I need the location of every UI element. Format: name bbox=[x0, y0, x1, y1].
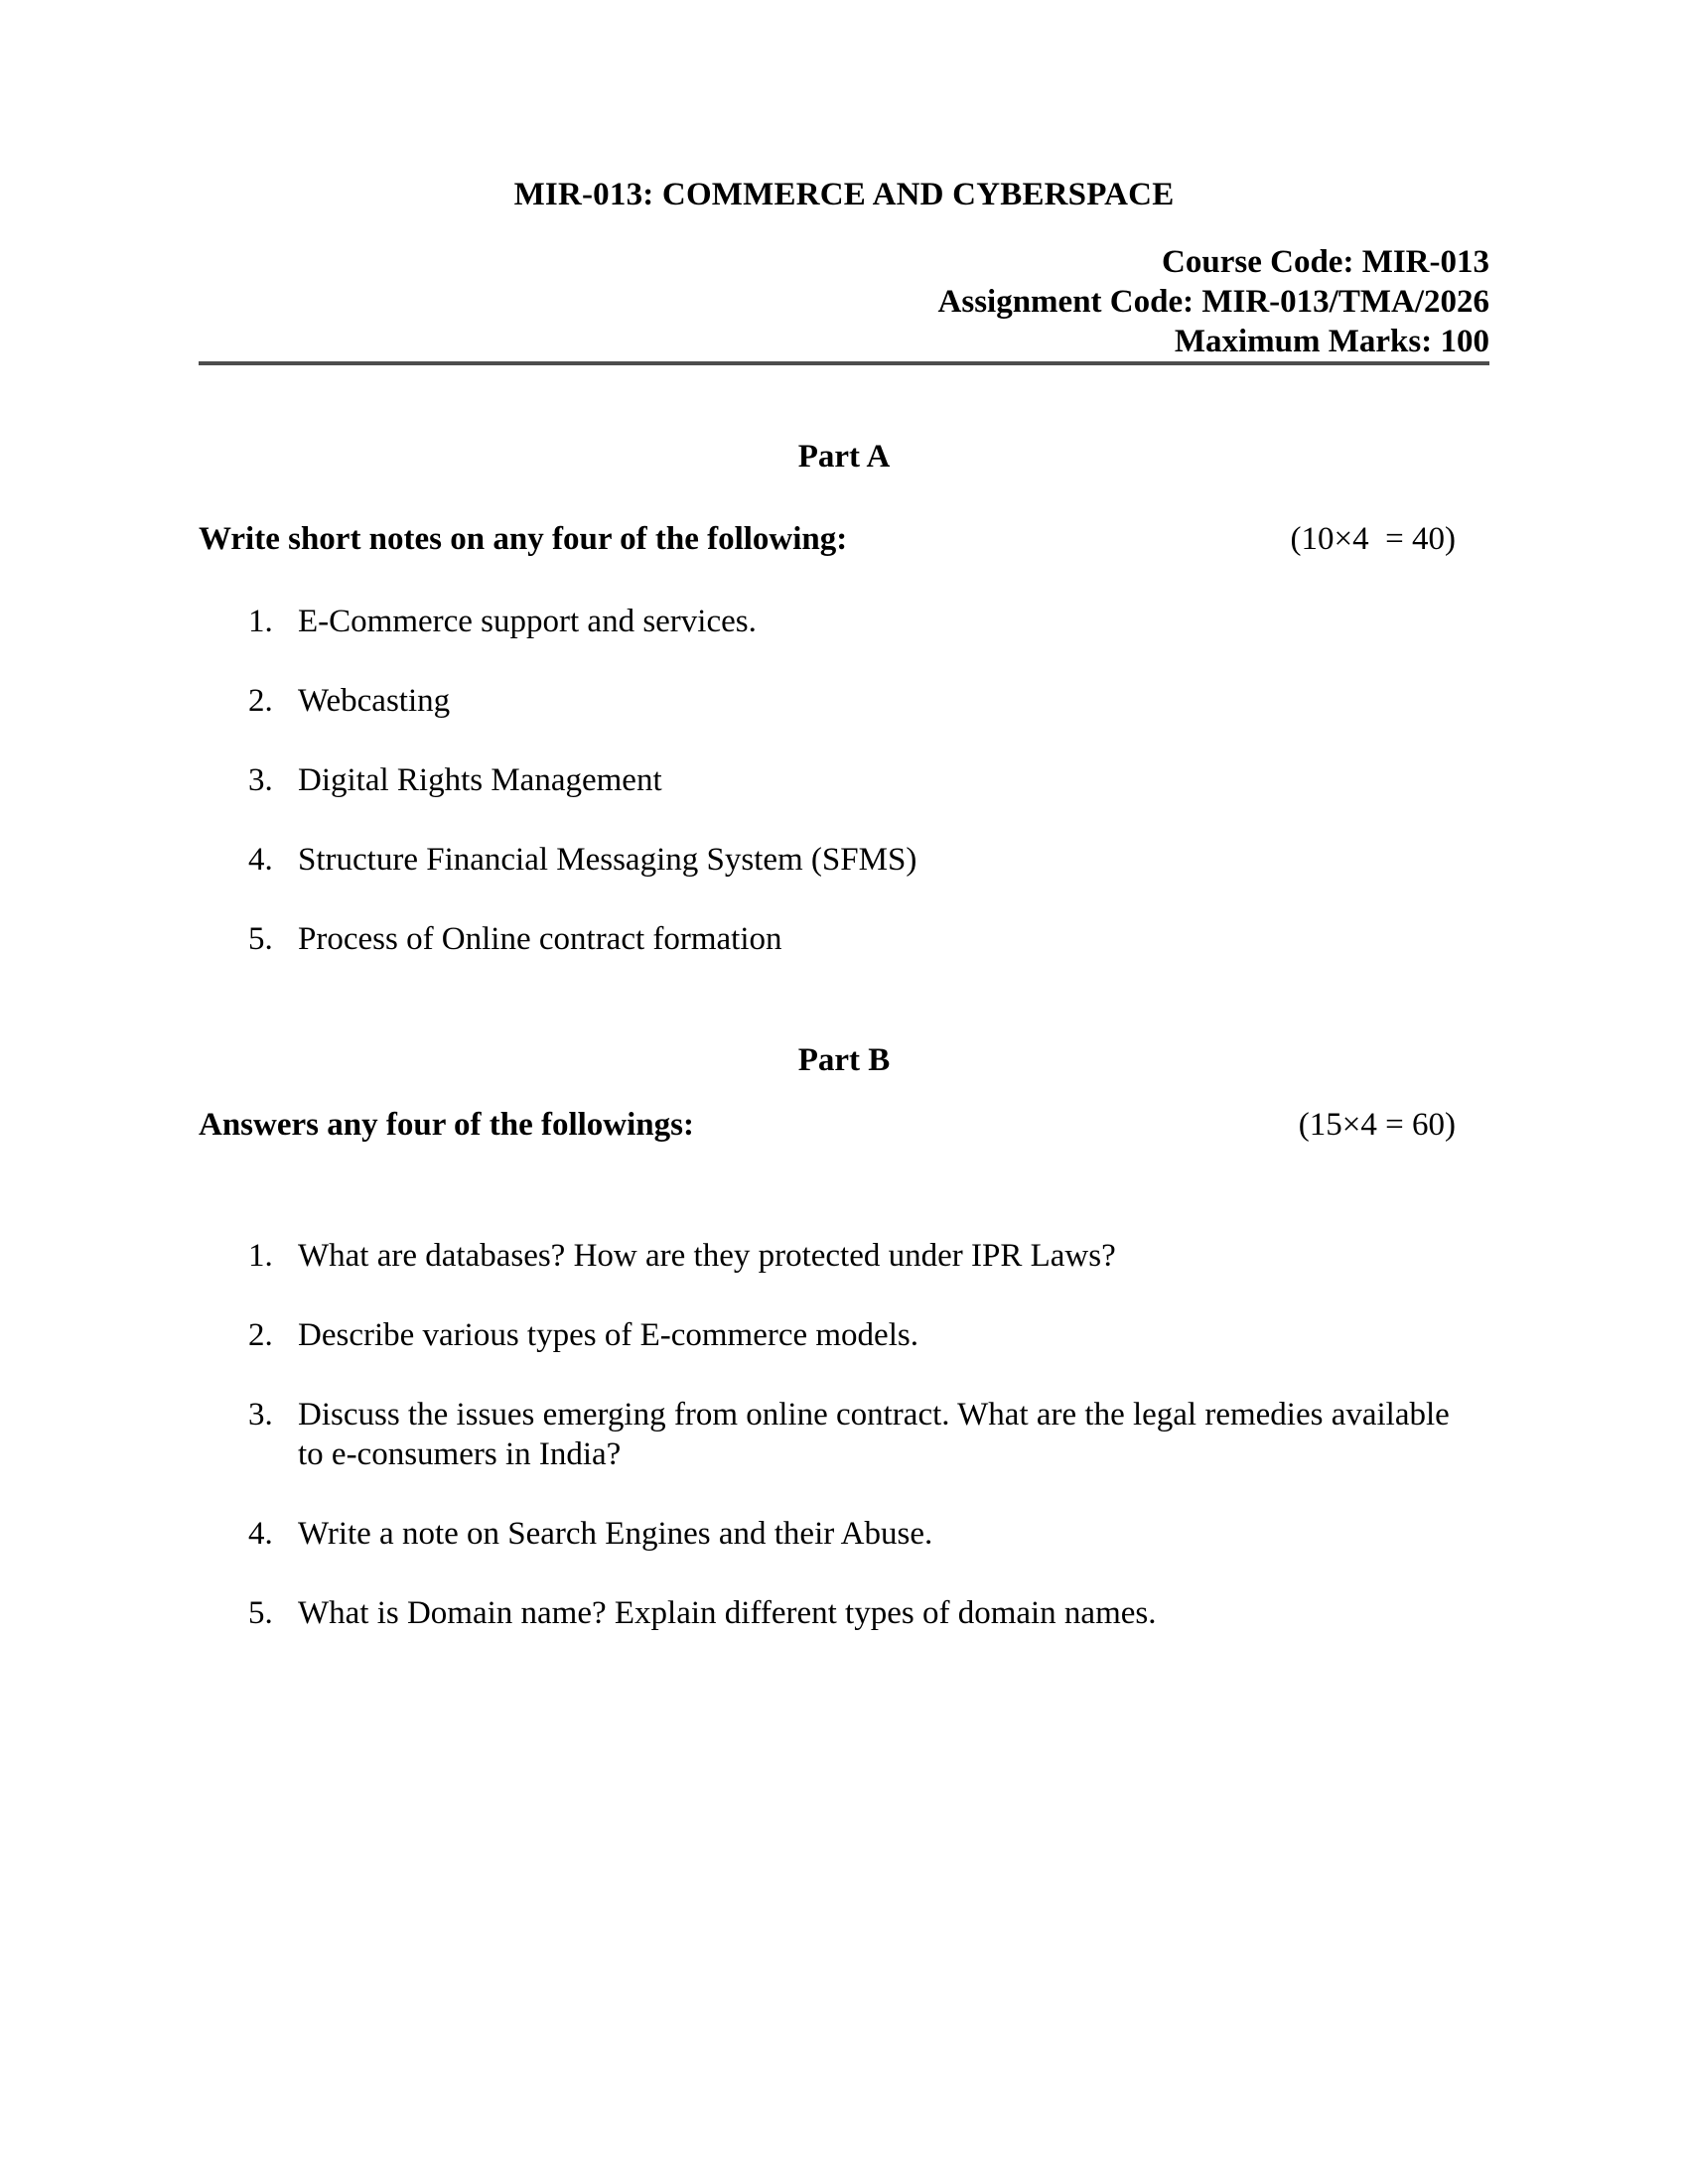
header-meta-block bbox=[199, 242, 1489, 361]
question-number: 2. bbox=[248, 1317, 273, 1353]
part-a-instruction-row bbox=[199, 519, 1489, 559]
part-a-heading: Part A bbox=[797, 439, 891, 475]
part-a-question-5 bbox=[199, 919, 1489, 959]
question-text: E-Commerce support and services. bbox=[298, 604, 757, 639]
part-b-section bbox=[199, 1040, 1489, 1633]
question-text: Digital Rights Management bbox=[298, 762, 662, 798]
question-number: 4. bbox=[248, 1516, 273, 1552]
part-b-instruction-row bbox=[199, 1105, 1489, 1145]
part-b-marks: (15×4 = 60) bbox=[1298, 1107, 1456, 1143]
part-a-instruction: Write short notes on any four of the following: bbox=[199, 521, 848, 557]
part-b-question-2 bbox=[199, 1315, 1489, 1355]
part-b-question-5 bbox=[199, 1593, 1489, 1633]
part-a-marks: (10×4 = 40) bbox=[1290, 521, 1456, 557]
question-number: 3. bbox=[248, 762, 273, 798]
question-text: Discuss the issues emerging from online contract. What are the legal remedies available to e-consumers in India? bbox=[298, 1397, 1450, 1472]
part-b-question-4 bbox=[199, 1514, 1489, 1554]
part-b-question-3 bbox=[199, 1395, 1489, 1474]
part-b-instruction: Answers any four of the followings: bbox=[199, 1107, 694, 1143]
question-number: 4. bbox=[248, 842, 273, 878]
part-a-section bbox=[199, 437, 1489, 959]
maximum-marks-line: Maximum Marks: 100 bbox=[1174, 324, 1489, 359]
part-a-question-2 bbox=[199, 681, 1489, 721]
part-b-heading: Part B bbox=[797, 1042, 891, 1078]
question-text: What are databases? How are they protected under IPR Laws? bbox=[298, 1238, 1116, 1274]
question-number: 5. bbox=[248, 921, 273, 957]
question-number: 5. bbox=[248, 1595, 273, 1631]
question-number: 1. bbox=[248, 1238, 273, 1274]
question-text: Structure Financial Messaging System (SFMS) bbox=[298, 842, 917, 878]
question-number: 3. bbox=[248, 1397, 273, 1433]
question-number: 2. bbox=[248, 683, 273, 719]
question-text: Webcasting bbox=[298, 683, 451, 719]
question-number: 1. bbox=[248, 604, 273, 639]
assignment-code-line: Assignment Code: MIR-013/TMA/2026 bbox=[937, 284, 1489, 320]
part-a-question-4 bbox=[199, 840, 1489, 880]
part-a-question-1 bbox=[199, 602, 1489, 641]
part-a-question-list bbox=[199, 602, 1489, 959]
part-a-question-3 bbox=[199, 760, 1489, 800]
question-text: Write a note on Search Engines and their Abuse. bbox=[298, 1516, 933, 1552]
document-title: MIR-013: COMMERCE AND CYBERSPACE bbox=[513, 177, 1175, 212]
part-b-question-1 bbox=[199, 1236, 1489, 1276]
part-b-question-list bbox=[199, 1236, 1489, 1633]
question-text: Process of Online contract formation bbox=[298, 921, 782, 957]
question-text: Describe various types of E-commerce models. bbox=[298, 1317, 918, 1353]
course-code-line: Course Code: MIR-013 bbox=[1162, 244, 1489, 280]
question-text: What is Domain name? Explain different types of domain names. bbox=[298, 1595, 1157, 1631]
header-divider-rule bbox=[199, 361, 1489, 365]
